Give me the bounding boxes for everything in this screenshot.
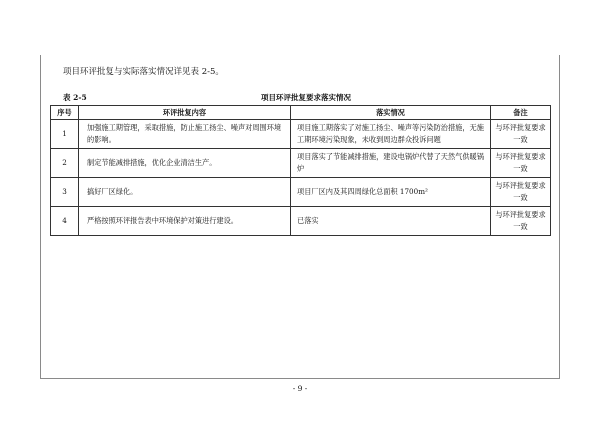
row-index: 2	[51, 149, 79, 178]
header-implementation: 落实情况	[291, 106, 491, 120]
table-row	[51, 149, 551, 178]
row-implementation: 项目厂区内及其四周绿化总面积 1700m²	[291, 178, 491, 207]
row-index: 3	[51, 178, 79, 207]
table-title: 项目环评批复要求落实情况	[261, 93, 351, 102]
table-header-row	[51, 106, 551, 120]
row-implementation: 项目落实了节能减排措施，建设电锅炉代替了天然气供暖锅炉	[291, 149, 491, 178]
table-row	[51, 120, 551, 149]
intro-text: 项目环评批复与实际落实情况详见表 2-5。	[63, 67, 224, 77]
header-index: 序号	[51, 106, 79, 120]
approval-table	[50, 105, 551, 236]
row-requirement: 加强施工期管理，采取措施，防止施工扬尘、噪声对周围环境的影响。	[79, 120, 291, 149]
row-implementation: 已落实	[291, 207, 491, 236]
row-implementation: 项目施工期落实了对施工扬尘、噪声等污染防治措施，无施工期环境污染现象，未收到周边群众投诉问题	[291, 120, 491, 149]
row-index: 1	[51, 120, 79, 149]
row-requirement: 制定节能减排措施，优化企业清洁生产。	[79, 149, 291, 178]
header-note: 备注	[491, 106, 551, 120]
header-requirement: 环评批复内容	[79, 106, 291, 120]
row-note: 与环评批复要求一致	[491, 178, 551, 207]
table-row	[51, 178, 551, 207]
page-number: - 9 -	[292, 384, 308, 393]
row-index: 4	[51, 207, 79, 236]
row-requirement: 搞好厂区绿化。	[79, 178, 291, 207]
table-caption	[63, 92, 549, 104]
table-number: 表 2-5	[63, 93, 87, 102]
row-note: 与环评批复要求一致	[491, 149, 551, 178]
row-requirement: 严格按照环评报告表中环境保护对策进行建设。	[79, 207, 291, 236]
row-note: 与环评批复要求一致	[491, 120, 551, 149]
row-note: 与环评批复要求一致	[491, 207, 551, 236]
table-row	[51, 207, 551, 236]
